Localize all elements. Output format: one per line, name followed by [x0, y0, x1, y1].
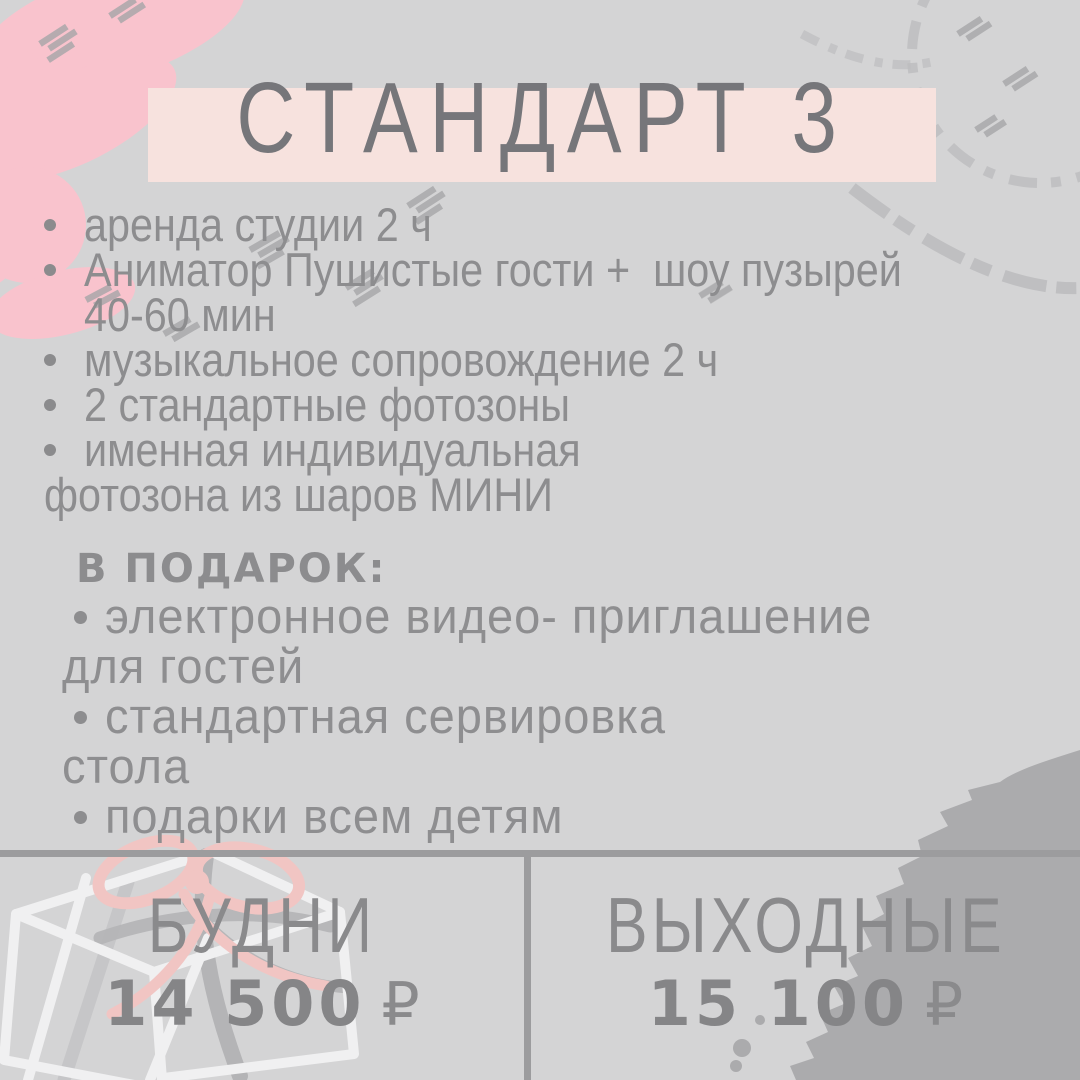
list-item-text: фотозона из шаров МИНИ: [44, 468, 553, 521]
gift-items-list: [62, 592, 904, 842]
weekday-price: [104, 967, 419, 1040]
list-item: [44, 243, 1013, 296]
list-item-text: музыкальное сопровождение 2 ч: [84, 333, 719, 386]
gift-item-continuation: [62, 742, 904, 792]
list-item-text: аренда студии 2 ч: [84, 198, 432, 251]
list-item-text: 2 стандартные фотозоны: [84, 378, 570, 431]
gift-item-text: для гостей: [62, 640, 305, 694]
gift-item-text: стола: [62, 740, 191, 794]
bullet-icon: [44, 219, 56, 231]
included-items-list: [44, 198, 1013, 521]
list-item: [44, 333, 1013, 386]
title-banner: [148, 62, 936, 182]
bullet-icon: [44, 444, 56, 456]
gift-item: [62, 592, 904, 642]
weekday-price-value: 14 500: [104, 967, 366, 1040]
weekend-price-cell: [531, 857, 1080, 1080]
bullet-icon: [44, 264, 56, 276]
gift-item-continuation: [62, 642, 904, 692]
ruble-sign: ₽: [381, 970, 420, 1040]
bullet-icon: [44, 399, 56, 411]
gift-item-text: электронное видео- приглашение: [105, 590, 873, 644]
bullet-icon: [74, 811, 87, 824]
weekday-label: БУДНИ: [147, 881, 377, 969]
ruble-sign: ₽: [925, 970, 964, 1040]
bullet-icon: [74, 711, 87, 724]
weekday-price-cell: [0, 857, 524, 1080]
list-item-text: именная индивидуальная: [84, 423, 581, 476]
list-item: [44, 378, 1013, 431]
list-item-text: 40-60 мин: [84, 288, 276, 341]
list-item-continuation: [44, 288, 1013, 341]
bullet-icon: [44, 354, 56, 366]
list-item-continuation: [44, 468, 1013, 521]
list-item-text: Аниматор Пушистые гости + шоу пузырей: [84, 243, 902, 296]
gift-section-heading: В ПОДАРОК:: [76, 546, 387, 592]
package-title: СТАНДАРТ 3: [235, 62, 849, 174]
weekend-price-value: 15 100: [647, 967, 910, 1040]
list-item: [44, 423, 1013, 476]
list-item: [44, 198, 1013, 251]
weekend-price: [648, 967, 963, 1040]
gift-item: [62, 792, 904, 842]
weekend-label: ВЫХОДНЫЕ: [605, 881, 1006, 969]
horizontal-divider: [0, 850, 1080, 857]
vertical-divider: [524, 857, 531, 1080]
gift-item-text: подарки всем детям: [105, 790, 564, 844]
gift-item: [62, 692, 904, 742]
gift-item-text: стандартная сервировка: [105, 690, 666, 744]
bullet-icon: [74, 611, 87, 624]
